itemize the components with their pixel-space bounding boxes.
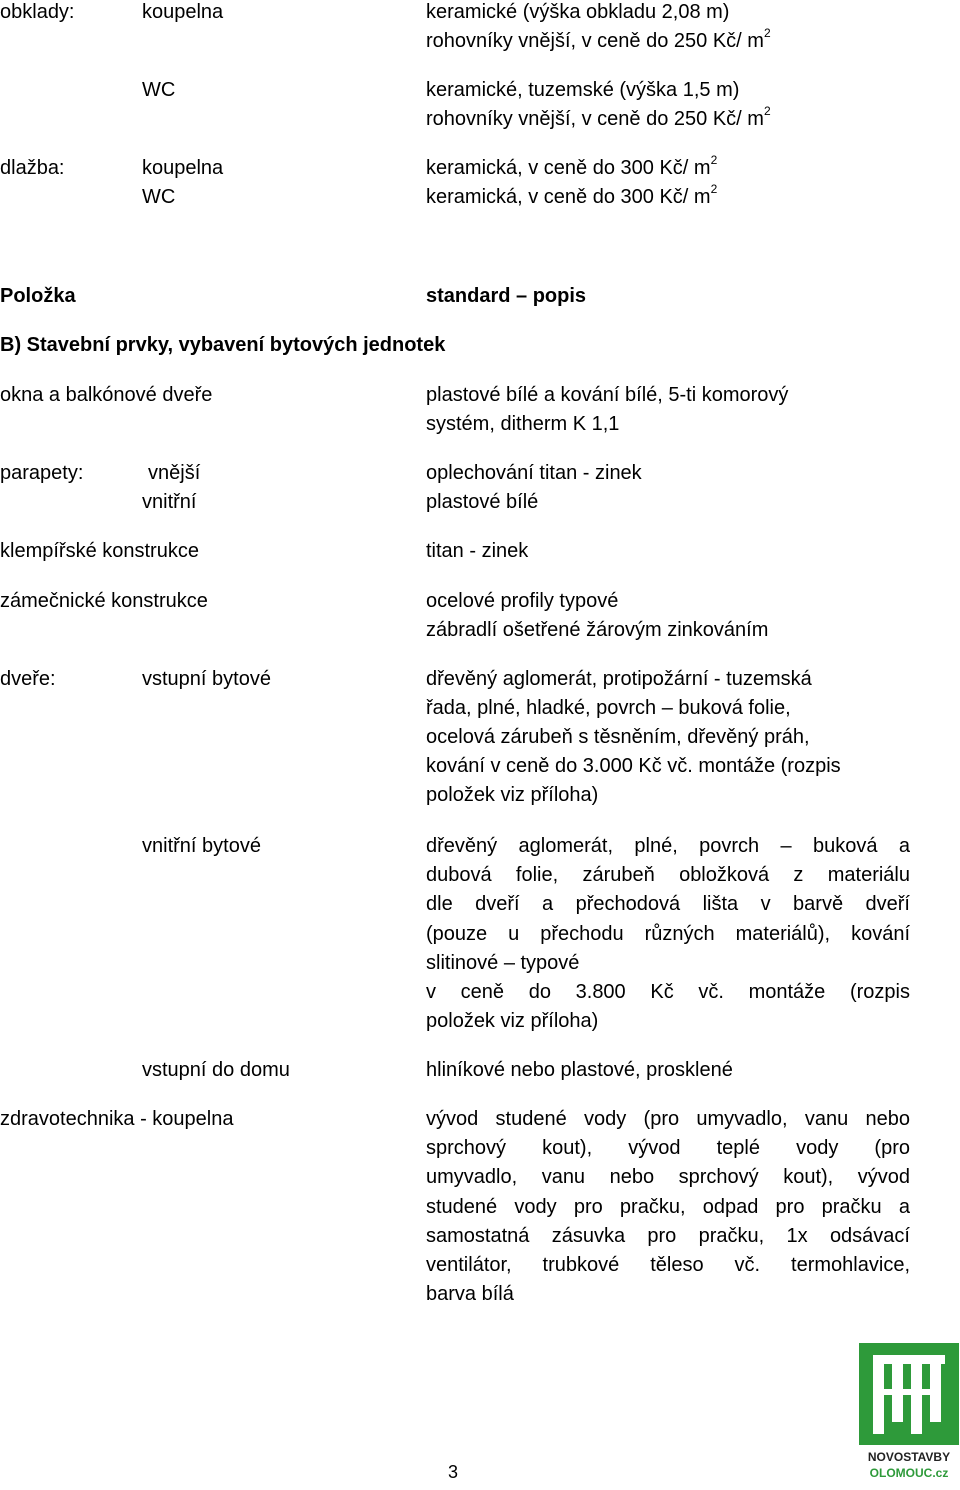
description-line: (pouze u přechodu různých materiálů), kování	[426, 922, 910, 945]
parapety-label: parapety:	[0, 462, 84, 484]
dvere-vstupni-do-domu-value: hliníkové nebo plastové, prosklené	[426, 1059, 733, 1081]
parapety-vnejsi-value: oplechování titan - zinek	[426, 462, 642, 484]
klempirske-value: titan - zinek	[426, 540, 529, 562]
logo-text-2: OLOMOUC.cz	[869, 1466, 949, 1480]
obklady-wc: WC	[142, 79, 176, 101]
description-line: slitinové – typové	[426, 951, 580, 974]
description-line: položek viz příloha)	[426, 1010, 599, 1033]
description-line: položek viz příloha)	[426, 784, 599, 806]
description-line: barva bílá	[426, 1283, 514, 1306]
description-line: kování v ceně do 3.000 Kč vč. montáže (rozpis	[426, 755, 841, 777]
description-line: ventilátor, trubkové těleso vč. termohlavice,	[426, 1254, 910, 1277]
obklady-label: obklady:	[0, 1, 75, 23]
description-line: studené vody pro pračku, odpad pro pračku a	[426, 1195, 910, 1218]
okna-value-1: plastové bílé a kování bílé, 5-ti komorový	[426, 384, 789, 406]
dvere-vstupni-bytove: vstupní bytové	[142, 668, 271, 690]
description-line: umyvadlo, vanu nebo sprchový kout), vývod	[426, 1166, 910, 1189]
dlazba-koupelna-value: keramická, v ceně do 300 Kč/ $m^2$	[426, 153, 718, 179]
dlazba-label: dlažba:	[0, 157, 65, 179]
obklady-wc-value-1: keramické, tuzemské (výška 1,5 m)	[426, 79, 740, 101]
zdravotechnika-description	[426, 1105, 910, 1309]
logo-graphic	[859, 1343, 959, 1484]
section-title: B) Stavební prvky, vybavení bytových jednotek	[0, 334, 446, 356]
logo-text-1: NOVOSTAVBY	[867, 1450, 951, 1464]
novostavby-logo	[859, 1343, 959, 1484]
description-line: samostatná zásuvka pro pračku, 1x odsávací	[426, 1224, 910, 1247]
description-line: v ceně do 3.800 Kč vč. montáže (rozpis	[426, 981, 910, 1004]
zdravotechnika-label: zdravotechnika - koupelna	[0, 1108, 234, 1130]
page-number: 3	[448, 1462, 459, 1482]
description-line: řada, plné, hladké, povrch – buková folie,	[426, 697, 791, 719]
dlazba-wc-value: keramická, v ceně do 300 Kč/ $m^2$	[426, 182, 718, 208]
obklady-koupelna: koupelna	[142, 1, 224, 23]
klempirske-label: klempířské konstrukce	[0, 540, 199, 562]
column-header-description: standard – popis	[426, 285, 587, 307]
dlazba-wc: WC	[142, 186, 176, 208]
description-line: ocelová zárubeň s těsněním, dřevěný práh,	[426, 726, 810, 748]
description-line: dřevěný aglomerát, protipožární - tuzemská	[426, 668, 812, 690]
dvere-vstupni-bytove-description	[426, 665, 910, 810]
description-line: dle dveří a přechodová lišta v barvě dveří	[426, 893, 910, 916]
dvere-vnitrni-bytove: vnitřní bytové	[142, 835, 261, 857]
obklady-koupelna-value-1: keramické (výška obkladu 2,08 m)	[426, 1, 730, 23]
parapety-vnitrni: vnitřní	[142, 491, 197, 513]
parapety-vnejsi: vnější	[148, 462, 201, 484]
description-line: vývod studené vody (pro umyvadlo, vanu nebo	[426, 1108, 910, 1130]
parapety-vnitrni-value: plastové bílé	[426, 491, 539, 513]
description-line: sprchový kout), vývod teplé vody (pro	[426, 1137, 910, 1160]
dvere-label: dveře:	[0, 668, 56, 690]
okna-value-2: systém, ditherm K 1,1	[426, 413, 620, 435]
dvere-vnitrni-bytove-description	[426, 832, 910, 1036]
obklady-wc-value-2: rohovníky vnější, v ceně do 250 Kč/ $m^2$	[426, 104, 771, 130]
description-line: dubová folie, zárubeň obložková z materiálu	[426, 864, 910, 887]
dlazba-koupelna: koupelna	[142, 157, 224, 179]
obklady-koupelna-value-2: rohovníky vnější, v ceně do 250 Kč/ $m^2$	[426, 26, 771, 52]
zamecnicke-value-2: zábradlí ošetřené žárovým zinkováním	[426, 619, 769, 641]
column-header-item: Položka	[0, 285, 76, 307]
dvere-vstupni-do-domu: vstupní do domu	[142, 1059, 290, 1081]
zamecnicke-value-1: ocelové profily typové	[426, 590, 619, 612]
zamecnicke-label: zámečnické konstrukce	[0, 590, 208, 612]
description-line: dřevěný aglomerát, plné, povrch – buková a	[426, 835, 910, 857]
okna-label: okna a balkónové dveře	[0, 384, 213, 406]
